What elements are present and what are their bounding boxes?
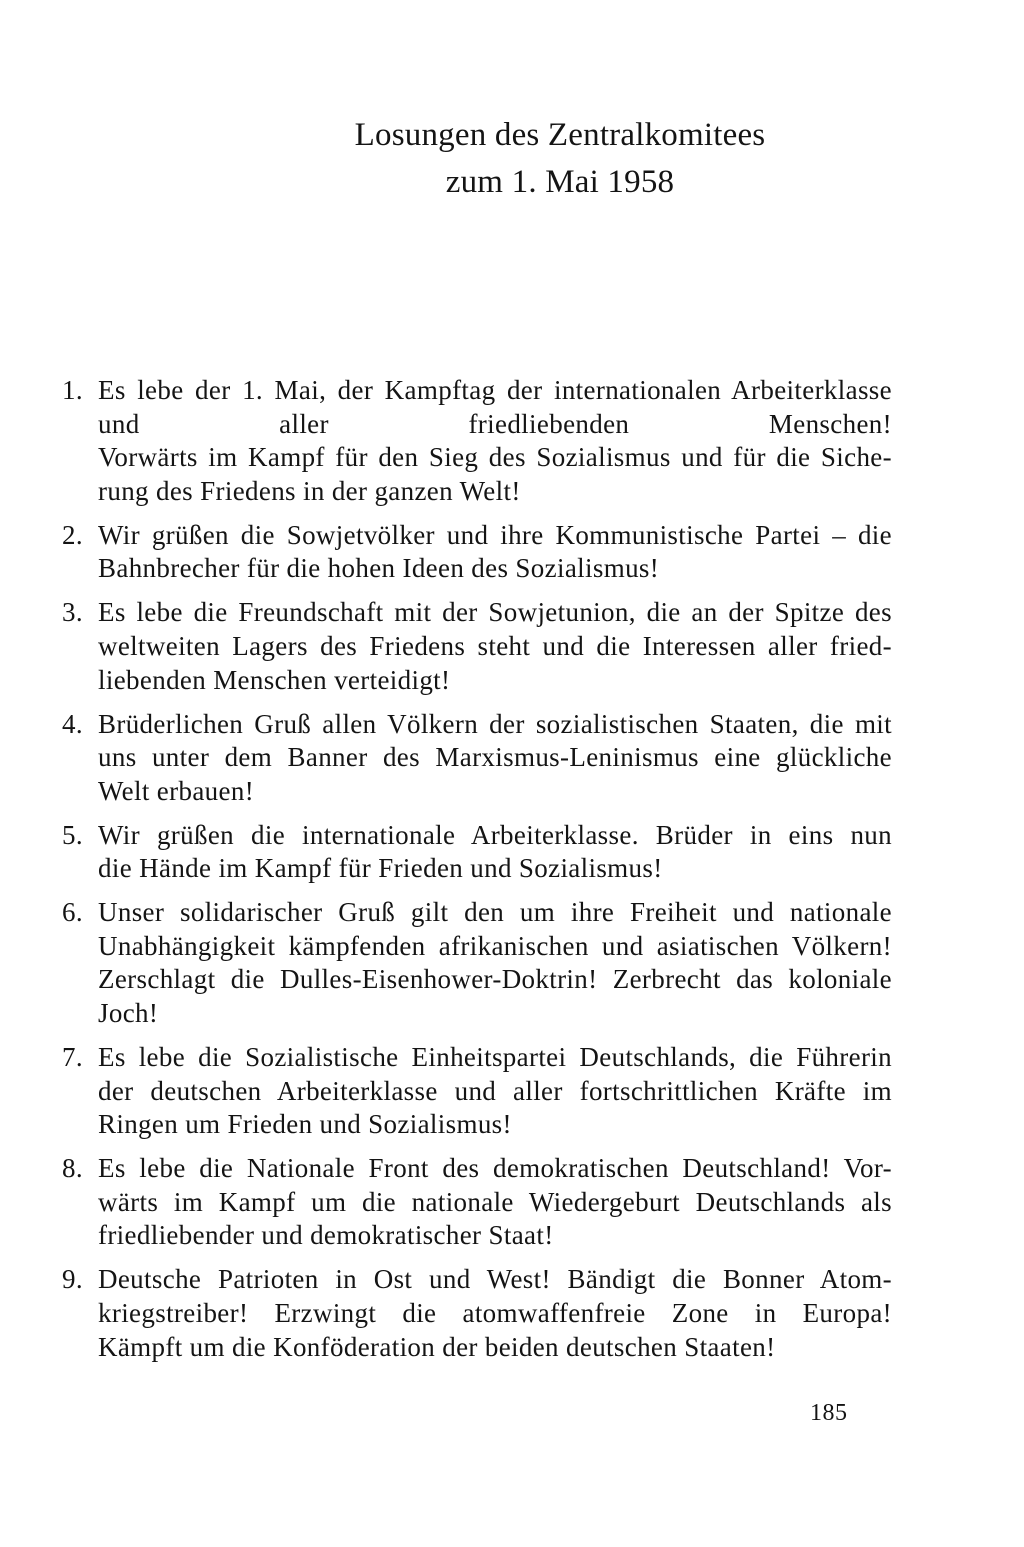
- slogan-item: [62, 1263, 892, 1364]
- slogan-line: Es lebe die Nationale Front des demokratischen Deutschland! Vor-: [98, 1153, 892, 1184]
- slogan-line: Brüderlichen Gruß allen Völkern der sozialistischen Staaten, die mit: [98, 708, 892, 739]
- heading-line-1: Losungen des Zentralkomitees: [354, 117, 766, 153]
- slogan-text: [98, 819, 892, 886]
- slogan-text: [98, 596, 892, 697]
- slogan-text: [98, 1041, 892, 1142]
- slogan-line: Kämpft um die Konföderation der beiden deutschen Staaten!: [98, 1331, 776, 1362]
- slogan-number: 5.: [62, 819, 83, 850]
- slogan-line: Bahnbrecher für die hohen Ideen des Sozialismus!: [98, 553, 660, 584]
- slogan-item: [62, 519, 892, 586]
- slogan-number: 4.: [62, 708, 83, 739]
- slogan-line: wärts im Kampf um die nationale Wiedergeburt Deutschlands als: [98, 1186, 892, 1217]
- slogan-item: [62, 819, 892, 886]
- slogan-line: Zerschlagt die Dulles-Eisenhower-Doktrin! Zerbrecht das koloniale: [98, 964, 892, 995]
- slogan-line: Vorwärts im Kampf für den Sieg des Sozialismus und für die Siche-: [98, 442, 892, 473]
- slogan-line: Welt erbauen!: [98, 775, 255, 806]
- slogan-line: Joch!: [98, 998, 159, 1029]
- slogan-line: Es lebe die Sozialistische Einheitspartei Deutschlands, die Führerin: [98, 1042, 892, 1073]
- slogan-text: [98, 519, 892, 586]
- slogan-item: [62, 896, 892, 1030]
- slogan-line: Deutsche Patrioten in Ost und West! Bändigt die Bonner Atom-: [98, 1264, 892, 1295]
- slogan-line: Unser solidarischer Gruß gilt den um ihre Freiheit und nationale: [98, 897, 892, 928]
- slogan-number: 6.: [62, 897, 83, 928]
- slogan-text: [98, 896, 892, 1030]
- slogan-number: 7.: [62, 1042, 83, 1073]
- slogan-text: [98, 708, 892, 809]
- slogan-item: [62, 1152, 892, 1253]
- slogan-line: Wir grüßen die internationale Arbeiterklasse. Brüder in eins nun: [98, 819, 892, 850]
- slogan-line: und aller friedliebenden Menschen!: [98, 408, 892, 439]
- slogan-item: [62, 1041, 892, 1142]
- slogan-list: [62, 374, 892, 1364]
- slogan-line: Es lebe der 1. Mai, der Kampftag der internationalen Arbeiterklasse: [98, 375, 892, 405]
- slogan-number: 9.: [62, 1264, 83, 1295]
- slogan-item: [62, 596, 892, 697]
- slogan-text: [98, 1152, 892, 1253]
- slogan-line: Wir grüßen die Sowjetvölker und ihre Kommunistische Partei – die: [98, 519, 892, 550]
- slogan-number: 2.: [62, 519, 83, 550]
- slogan-number: 1.: [62, 375, 83, 405]
- page-heading: [200, 112, 920, 206]
- slogan-line: rung des Friedens in der ganzen Welt!: [98, 475, 521, 506]
- slogan-text: [98, 374, 892, 508]
- slogan-line: die Hände im Kampf für Frieden und Sozialismus!: [98, 853, 663, 884]
- slogan-line: kriegstreiber! Erzwingt die atomwaffenfreie Zone in Europa!: [98, 1297, 892, 1328]
- slogan-line: uns unter dem Banner des Marxismus-Leninismus eine glückliche: [98, 742, 892, 773]
- slogan-line: friedliebender und demokratischer Staat!: [98, 1220, 554, 1251]
- slogan-item: [62, 708, 892, 809]
- slogan-text: [98, 1263, 892, 1364]
- slogan-line: der deutschen Arbeiterklasse und aller fortschrittlichen Kräfte im: [98, 1075, 892, 1106]
- slogan-line: Ringen um Frieden und Sozialismus!: [98, 1109, 512, 1140]
- slogan-line: liebenden Menschen verteidigt!: [98, 664, 451, 695]
- slogan-line: Es lebe die Freundschaft mit der Sowjetunion, die an der Spitze des: [98, 597, 892, 628]
- slogan-line: weltweiten Lagers des Friedens steht und die Interessen aller fried-: [98, 630, 892, 661]
- heading-line-2: zum 1. Mai 1958: [445, 164, 675, 200]
- slogan-number: 3.: [62, 597, 83, 628]
- slogan-item: [62, 374, 892, 508]
- slogan-number: 8.: [62, 1153, 83, 1184]
- page-number: 185: [810, 1400, 848, 1426]
- slogan-line: Unabhängigkeit kämpfenden afrikanischen und asiatischen Völkern!: [98, 930, 892, 961]
